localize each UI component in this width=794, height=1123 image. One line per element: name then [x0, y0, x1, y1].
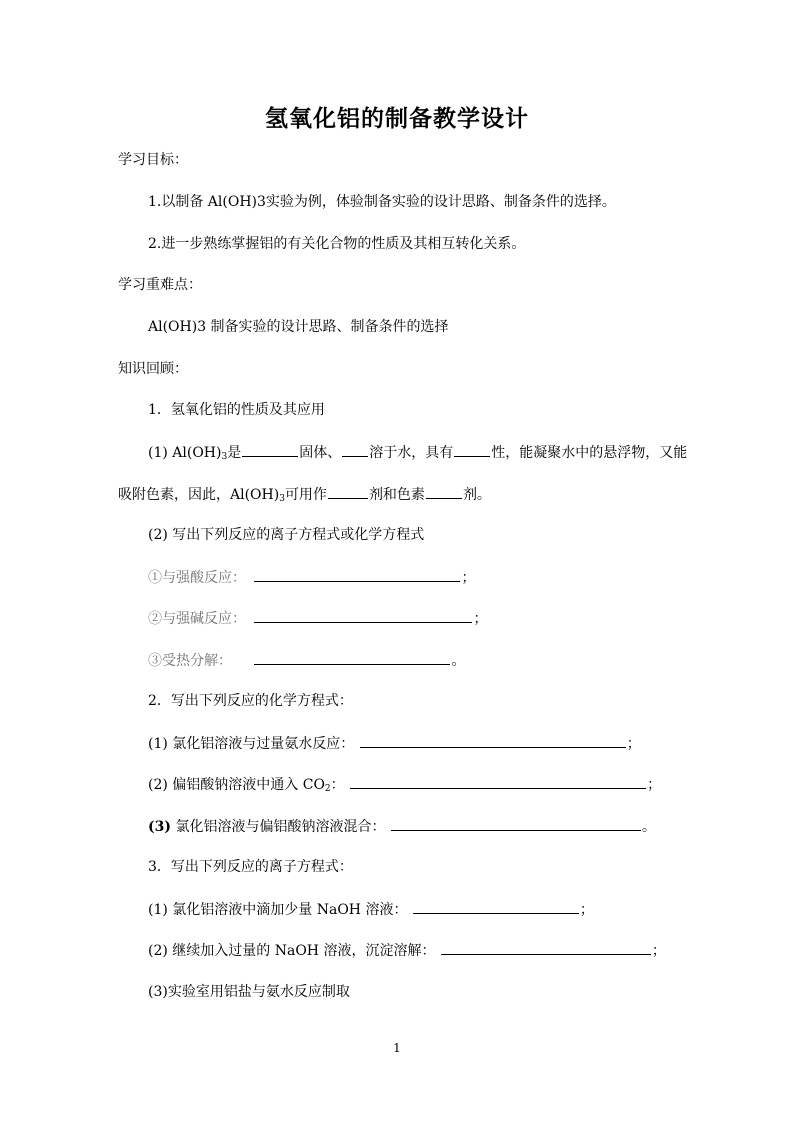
answer-line[interactable] — [441, 940, 651, 955]
question-2-1: (1) 氯化铝溶液与过量氨水反应： ； — [148, 733, 641, 754]
question-2-2: (2) 偏铝酸钠溶液中通入 $CO_2$： ； — [148, 774, 661, 795]
fill-blank[interactable] — [242, 442, 298, 457]
question-2-3: (3) 氯化铝溶液与偏铝酸钠溶液混合： 。 — [148, 816, 656, 837]
fill-blank[interactable] — [328, 484, 368, 499]
answer-line[interactable] — [360, 733, 626, 748]
key-points-heading: 学习重难点： — [118, 277, 202, 293]
answer-line[interactable] — [391, 816, 641, 831]
fill-blank[interactable] — [342, 442, 368, 457]
document-title: 氢氧化铝的制备教学设计 — [265, 106, 529, 132]
section-1-title: 1．氢氧化铝的性质及其应用 — [148, 402, 325, 418]
fill-blank[interactable] — [426, 484, 462, 499]
section-2-title: 2．写出下列反应的化学方程式： — [148, 693, 353, 709]
question-1-1-continued: 吸附色素，因此，$Al(OH)_3$可用作 剂和色素 剂。 — [118, 484, 491, 505]
objectives-heading: 学习目标： — [118, 152, 188, 168]
page-number: 1 — [393, 1041, 401, 1055]
answer-line[interactable] — [254, 567, 460, 582]
objective-item-1: 1.以制备 Al(OH)3实验为例，体验制备实验的设计思路、制备条件的选择。 — [148, 194, 616, 210]
section-3-title: 3．写出下列反应的离子方程式： — [148, 859, 353, 875]
question-3-2: (2) 继续加入过量的 NaOH 溶液，沉淀溶解： ； — [148, 940, 666, 961]
question-1-2-b: ②与强碱反应： ； — [148, 608, 487, 629]
question-1-1: (1) $Al(OH)_3$是 固体、 溶于水，具有 性，能凝聚水中的悬浮物，又能 — [148, 442, 687, 463]
question-3-1: (1) 氯化铝溶液中滴加少量 NaOH 溶液： ； — [148, 899, 594, 920]
review-heading: 知识回顾： — [118, 361, 188, 377]
answer-line[interactable] — [254, 608, 472, 623]
question-1-2: (2) 写出下列反应的离子方程式或化学方程式 — [148, 527, 425, 543]
objective-item-2: 2.进一步熟练掌握铝的有关化合物的性质及其相互转化关系。 — [148, 236, 526, 252]
fill-blank[interactable] — [454, 442, 490, 457]
answer-line[interactable] — [350, 774, 646, 789]
question-1-2-c: ③受热分解： 。 — [148, 650, 465, 671]
question-3-3: (3)实验室用铝盐与氨水反应制取 — [148, 984, 350, 1000]
answer-line[interactable] — [254, 650, 450, 665]
answer-line[interactable] — [413, 899, 579, 914]
question-1-2-a: ①与强酸反应： ； — [148, 567, 475, 588]
key-points-text: Al(OH)3 制备实验的设计思路、制备条件的选择 — [148, 319, 449, 335]
